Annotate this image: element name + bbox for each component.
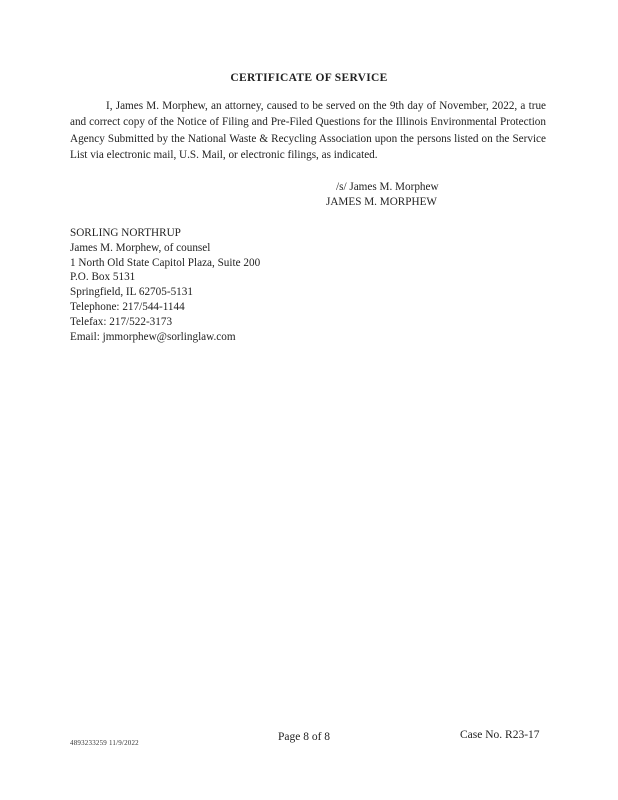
footer-case-number: Case No. R23-17: [460, 729, 540, 741]
footer-page-number: Page 8 of 8: [278, 731, 331, 743]
city-state-zip: Springfield, IL 62705-5131: [70, 286, 193, 299]
po-box: P.O. Box 5131: [70, 271, 136, 284]
signature-block: [326, 180, 439, 210]
telephone: Telephone: 217/544-1144: [70, 300, 185, 313]
street-address: 1 North Old State Capitol Plaza, Suite 200: [70, 256, 261, 269]
telefax: Telefax: 217/522-3173: [70, 315, 173, 328]
firm-name: SORLING NORTHRUP: [70, 227, 181, 239]
attorney-name: James M. Morphew, of counsel: [70, 241, 211, 254]
footer-doc-id: 4893233259 11/9/2022: [70, 739, 139, 747]
email: Email: jmmorphew@sorlinglaw.com: [70, 330, 236, 343]
signature-name: JAMES M. MORPHEW: [326, 196, 437, 208]
signature-line: /s/ James M. Morphew: [336, 181, 439, 193]
certificate-body: I, James M. Morphew, an attorney, caused to be served on the 9th day of November, 2022, a true and correct copy of the Notice of Filing and Pre-Filed Questions for the Illinois Environmental Protection Agency Submitted by the National Waste & Recycling Association upon the persons listed on the Service List via electronic mail, U.S. Mail, or electronic filings, as indicated.: [70, 100, 546, 162]
address-block: [70, 226, 260, 344]
certificate-title: CERTIFICATE OF SERVICE: [230, 72, 388, 84]
